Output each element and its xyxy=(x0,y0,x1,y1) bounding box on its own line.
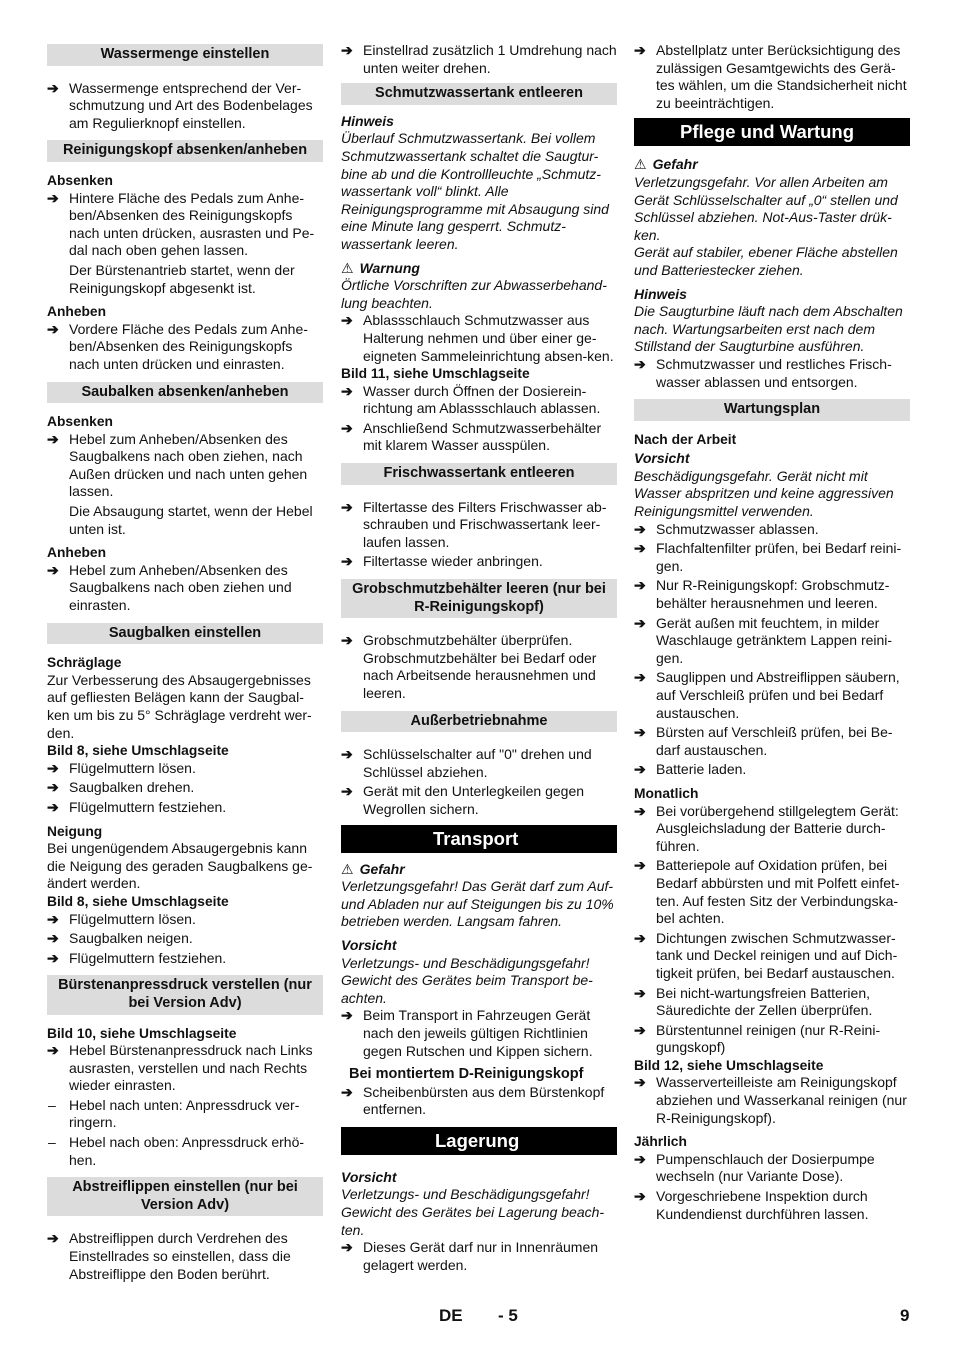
subheading-schraeglage: Schräglage xyxy=(47,655,122,671)
warning-icon: ⚠ xyxy=(341,860,354,877)
danger-text: Verletzungsgefahr. Vor allen Arbeiten am Gerät Schlüsselschalter auf „0“ stellen und Schlüssel abziehen. Not-Aus-Taster drük-ken. xyxy=(634,173,898,243)
arrow-icon: ➔ xyxy=(341,632,353,649)
list-item: ➔ Bürstentunnel reinigen (nur R-Reini-gungskopf) xyxy=(634,1021,881,1056)
list-item: – Hebel nach unten: Anpressdruck ver-ringern. xyxy=(48,1096,300,1131)
heading-wartungsplan: Wartungsplan xyxy=(634,399,910,421)
caution-text: Verletzungs- und Beschädigungsgefahr! Gewicht des Gerätes beim Transport be-achten. xyxy=(341,954,593,1006)
hint-text: Überlauf Schmutzwassertank. Bei vollem Schmutzwassertank schaltet die Saugtur-bine ab und die Kontrollleuchte „Schmutz-wassertank voll“ blinkt. Alle Reinigungsprogramme mit Absaugung sind eine Minute lang gesperrt. Schmutz-wassertank leeren. xyxy=(341,130,609,252)
warning-text: Örtliche Vorschriften zur Abwasserbehand-lung beachten. xyxy=(341,277,607,311)
list-item: ➔ Ablassschlauch Schmutzwasser aus Halterung nehmen und über einer ge-eigneten Sammeleinrichtung absen-ken. xyxy=(341,312,614,364)
footer-page-number: 9 xyxy=(900,1306,910,1325)
arrow-icon: ➔ xyxy=(341,1239,353,1256)
danger-text: Gerät auf stabiler, ebener Fläche abstellen und Batteriestecker ziehen. xyxy=(634,244,898,278)
arrow-icon: ➔ xyxy=(47,930,59,947)
heading-abstreiflippen: Abstreiflippen einstellen (nur bei Version Adv) xyxy=(47,1177,323,1216)
arrow-icon: ➔ xyxy=(341,498,353,515)
column-3 xyxy=(634,40,910,1223)
list-item: ➔ Gerät außen mit feuchtem, in milder Waschlauge getränktem Lappen reini-gen. xyxy=(634,614,893,666)
footer-page-local: - 5 xyxy=(498,1306,518,1325)
list-item: ➔ Flügelmuttern lösen. xyxy=(47,759,196,776)
arrow-icon: ➔ xyxy=(341,553,353,570)
warning-icon: ⚠ xyxy=(341,259,354,276)
arrow-icon: ➔ xyxy=(341,312,353,329)
section-heading-transport: Transport xyxy=(341,825,617,853)
heading-grobschmutzbehaelter: Grobschmutzbehälter leeren (nur bei R-Reinigungskopf) xyxy=(341,579,617,618)
list-item: ➔ Batterie laden. xyxy=(634,761,747,778)
arrow-icon: ➔ xyxy=(341,783,353,800)
heading-frischwassertank: Frischwassertank entleeren xyxy=(341,463,617,485)
list-item: ➔ Filtertasse wieder anbringen. xyxy=(341,553,543,570)
subheading-jaehrlich: Jährlich xyxy=(634,1134,687,1150)
subheading-d-reinigungskopf: Bei montiertem D-Reinigungskopf xyxy=(349,1066,584,1083)
list-item: ➔ Flügelmuttern festziehen. xyxy=(47,949,227,966)
arrow-icon: ➔ xyxy=(341,1007,353,1024)
heading-wassermenge: Wassermenge einstellen xyxy=(47,44,323,66)
arrow-icon: ➔ xyxy=(634,577,646,594)
figure-reference: Bild 8, siehe Umschlagseite xyxy=(47,743,229,759)
list-item: ➔ Wasser durch Öffnen der Dosierein-richtung am Ablassschlauch ablassen. xyxy=(341,382,601,417)
arrow-icon: ➔ xyxy=(634,929,646,946)
subheading-absenken: Absenken xyxy=(47,414,113,430)
dash-icon: – xyxy=(48,1134,56,1151)
arrow-icon: ➔ xyxy=(634,355,646,372)
list-item: ➔ Flügelmuttern lösen. xyxy=(47,910,196,927)
arrow-icon: ➔ xyxy=(47,430,59,447)
list-item: ➔ Grobschmutzbehälter überprüfen. Grobschmutzbehälter bei Bedarf oder nach Arbeitsende herausnehmen und leeren. xyxy=(341,632,597,701)
list-item: ➔ Hebel zum Anheben/Absenken des Saugbalkens nach oben ziehen, nach Außen drücken und nach unten gehen lassen. xyxy=(47,430,308,500)
arrow-icon: ➔ xyxy=(634,1150,646,1167)
arrow-icon: ➔ xyxy=(341,1083,353,1100)
arrow-icon: ➔ xyxy=(634,42,646,58)
figure-reference: Bild 11, siehe Umschlagseite xyxy=(341,366,530,382)
paragraph: Bei ungenügendem Absaugergebnis kann die Neigung des geraden Saugbalkens ge-ändert werden. xyxy=(47,840,313,892)
heading-reinigungskopf: Reinigungskopf absenken/anheben xyxy=(47,140,323,162)
arrow-icon: ➔ xyxy=(47,910,59,927)
list-item: ➔ Saugbalken neigen. xyxy=(47,930,193,947)
list-item: ➔ Bei vorübergehend stillgelegtem Gerät: Ausgleichsladung der Batterie durch-führen. xyxy=(634,802,899,854)
arrow-icon: ➔ xyxy=(634,857,646,874)
list-item: ➔ Scheibenbürsten aus dem Bürstenkopf entfernen. xyxy=(341,1083,605,1118)
list-item: ➔ Einstellrad zusätzlich 1 Umdrehung nach unten weiter drehen. xyxy=(341,42,617,76)
list-item: ➔ Schmutzwasser ablassen. xyxy=(634,520,819,537)
hint-label: Hinweis xyxy=(341,112,394,129)
list-item: ➔ Dichtungen zwischen Schmutzwasser-tank und Deckel reinigen und auf Dich-tigkeit prüfen, bei Bedarf austauschen. xyxy=(634,929,898,981)
list-item: ➔ Wassermenge entsprechend der Ver-schmutzung und Art des Bodenbelages am Regulierknopf einstellen. xyxy=(47,79,313,131)
list-item: ➔ Bürsten auf Verschleiß prüfen, bei Be-darf austauschen. xyxy=(634,724,893,758)
danger-label: ⚠ Gefahr xyxy=(634,156,698,173)
arrow-icon: ➔ xyxy=(634,1188,646,1205)
caution-text: Verletzungs- und Beschädigungsgefahr! Gewicht des Gerätes bei Lagerung beach-ten. xyxy=(341,1186,605,1238)
section-heading-lagerung: Lagerung xyxy=(341,1127,617,1155)
list-item: ➔ Flügelmuttern festziehen. xyxy=(47,798,227,815)
arrow-icon: ➔ xyxy=(634,1074,646,1091)
list-item: ➔ Abstreiflippen durch Verdrehen des Einstellrades so einstellen, dass die Abstreiflippe den Boden berührt. xyxy=(47,1230,291,1282)
subheading-anheben: Anheben xyxy=(47,545,107,561)
hint-label: Hinweis xyxy=(634,285,687,302)
list-item: ➔ Vordere Fläche des Pedals zum Anhe-ben/Absenken des Reinigungskopfs nach unten drücken und einrasten. xyxy=(47,320,308,372)
note-text: Der Bürstenantrieb startet, wenn der Reinigungskopf abgesenkt ist. xyxy=(69,261,295,296)
arrow-icon: ➔ xyxy=(47,1230,59,1247)
list-item: ➔ Sauglippen und Abstreiflippen säubern, auf Verschleiß prüfen und bei Bedarf austauschen. xyxy=(634,669,900,721)
caution-label: Vorsicht xyxy=(634,450,690,467)
list-item: ➔ Gerät mit den Unterlegkeilen gegen Wegrollen sichern. xyxy=(341,783,585,817)
footer-language: DE xyxy=(439,1306,463,1325)
arrow-icon: ➔ xyxy=(341,382,353,399)
arrow-icon: ➔ xyxy=(47,1042,59,1059)
note-text: Die Absaugung startet, wenn der Hebel unten ist. xyxy=(69,503,313,537)
list-item: ➔ Nur R-Reinigungskopf: Grobschmutz-behälter herausnehmen und leeren. xyxy=(634,577,890,612)
danger-text: Verletzungsgefahr! Das Gerät darf zum Auf- und Abladen nur auf Steigungen bis zu 10% betrieben werden. Langsam fahren. xyxy=(341,878,614,930)
arrow-icon: ➔ xyxy=(634,802,646,819)
section-heading-pflege: Pflege und Wartung xyxy=(634,118,910,146)
arrow-icon: ➔ xyxy=(634,669,646,686)
caution-text: Beschädigungsgefahr. Gerät nicht mit Wasser abspritzen und keine aggressiven Reinigungsmittel verwenden. xyxy=(634,467,894,520)
list-item: ➔ Abstellplatz unter Berücksichtigung des zulässigen Gesamtgewichts des Gerä-tes wählen, um die Standsicherheit nicht zu beeinträchtigen. xyxy=(634,42,907,111)
arrow-icon: ➔ xyxy=(634,614,646,631)
list-item: ➔ Anschließend Schmutzwasserbehälter mit klarem Wasser ausspülen. xyxy=(341,419,602,454)
column-2 xyxy=(341,40,617,1274)
list-item: ➔ Pumpenschlauch der Dosierpumpe wechseln (nur Variante Dose). xyxy=(634,1150,875,1185)
dash-icon: – xyxy=(48,1096,56,1113)
arrow-icon: ➔ xyxy=(47,561,59,578)
list-item: – Hebel nach oben: Anpressdruck erhö-hen. xyxy=(48,1134,305,1168)
arrow-icon: ➔ xyxy=(47,798,59,815)
subheading-monatlich: Monatlich xyxy=(634,785,699,801)
list-item: ➔ Schlüsselschalter auf "0" drehen und Schlüssel abziehen. xyxy=(341,746,592,780)
arrow-icon: ➔ xyxy=(341,419,353,436)
list-item: ➔ Vorgeschriebene Inspektion durch Kundendienst durchführen lassen. xyxy=(634,1188,869,1222)
arrow-icon: ➔ xyxy=(47,779,59,796)
danger-label: ⚠ Gefahr xyxy=(341,860,405,877)
list-item: ➔ Hebel Bürstenanpressdruck nach Links ausrasten, verstellen und nach Rechts wieder einrasten. xyxy=(47,1042,313,1094)
arrow-icon: ➔ xyxy=(47,949,59,966)
arrow-icon: ➔ xyxy=(47,320,59,337)
arrow-icon: ➔ xyxy=(634,520,646,537)
subheading-anheben: Anheben xyxy=(47,304,107,320)
warning-label: ⚠ Warnung xyxy=(341,259,420,276)
paragraph: Zur Verbesserung des Absaugergebnisses auf gefliesten Belägen kann der Saugbal-ken um bis zu 5° Schräglage verdreht wer-den. xyxy=(47,671,312,741)
list-item: ➔ Hintere Fläche des Pedals zum Anhe-ben/Absenken des Reinigungskopfs nach unten drücken, ausrasten und Pe-dal nach oben gehen lassen. xyxy=(47,189,315,259)
list-item: ➔ Wasserverteilleiste am Reinigungskopf abziehen und Wasserkanal reinigen (nur R-Reinigungskopf). xyxy=(634,1074,907,1126)
heading-schmutzwassertank: Schmutzwassertank entleeren xyxy=(341,83,617,105)
arrow-icon: ➔ xyxy=(634,540,646,557)
figure-reference: Bild 10, siehe Umschlagseite xyxy=(47,1025,237,1041)
arrow-icon: ➔ xyxy=(341,746,353,763)
warning-icon: ⚠ xyxy=(634,156,647,173)
list-item: ➔ Dieses Gerät darf nur in Innenräumen gelagert werden. xyxy=(341,1239,599,1273)
arrow-icon: ➔ xyxy=(634,1021,646,1038)
list-item: ➔ Bei nicht-wartungsfreien Batterien, Säuredichte der Zellen überprüfen. xyxy=(634,984,873,1019)
arrow-icon: ➔ xyxy=(47,189,59,206)
figure-reference: Bild 8, siehe Umschlagseite xyxy=(47,893,229,909)
arrow-icon: ➔ xyxy=(634,724,646,741)
list-item: ➔ Flachfaltenfilter prüfen, bei Bedarf reini-gen. xyxy=(634,540,902,574)
list-item: ➔ Filtertasse des Filters Frischwasser ab-schrauben und Frischwassertank leer-laufen lassen. xyxy=(341,498,607,550)
heading-buerstenanpressdruck: Bürstenanpressdruck verstellen (nur bei Version Adv) xyxy=(47,975,323,1014)
hint-text: Die Saugturbine läuft nach dem Abschalten nach. Wartungsarbeiten erst nach dem Stillstand der Saugturbine ausführen. xyxy=(634,303,903,355)
caution-label: Vorsicht xyxy=(341,936,397,953)
subheading-nach-der-arbeit: Nach der Arbeit xyxy=(634,431,737,447)
column-1 xyxy=(47,40,323,1283)
arrow-icon: ➔ xyxy=(47,759,59,776)
arrow-icon: ➔ xyxy=(634,984,646,1001)
list-item: ➔ Batteriepole auf Oxidation prüfen, bei Bedarf abbürsten und mit Polfett einfet-ten. Auf festen Sitz der Verbindungska-bel achten. xyxy=(634,857,900,927)
list-item: ➔ Hebel zum Anheben/Absenken des Saugbalkens nach oben ziehen und einrasten. xyxy=(47,561,292,614)
heading-saugbalken: Saugbalken einstellen xyxy=(47,623,323,645)
heading-ausserbetriebnahme: Außerbetriebnahme xyxy=(341,711,617,733)
arrow-icon: ➔ xyxy=(341,42,353,58)
subheading-neigung: Neigung xyxy=(47,823,103,839)
subheading-absenken: Absenken xyxy=(47,172,113,188)
arrow-icon: ➔ xyxy=(47,79,59,96)
caution-label: Vorsicht xyxy=(341,1168,397,1185)
arrow-icon: ➔ xyxy=(634,761,646,778)
list-item: ➔ Schmutzwasser und restliches Frisch-wasser ablassen und entsorgen. xyxy=(634,355,892,390)
list-item: ➔ Saugbalken drehen. xyxy=(47,779,195,796)
heading-saubalken: Saubalken absenken/anheben xyxy=(47,382,323,404)
list-item: ➔ Beim Transport in Fahrzeugen Gerät nach den jeweils gültigen Richtlinien gegen Rutschen und Kippen sichern. xyxy=(341,1007,593,1059)
figure-reference: Bild 12, siehe Umschlagseite xyxy=(634,1057,824,1073)
